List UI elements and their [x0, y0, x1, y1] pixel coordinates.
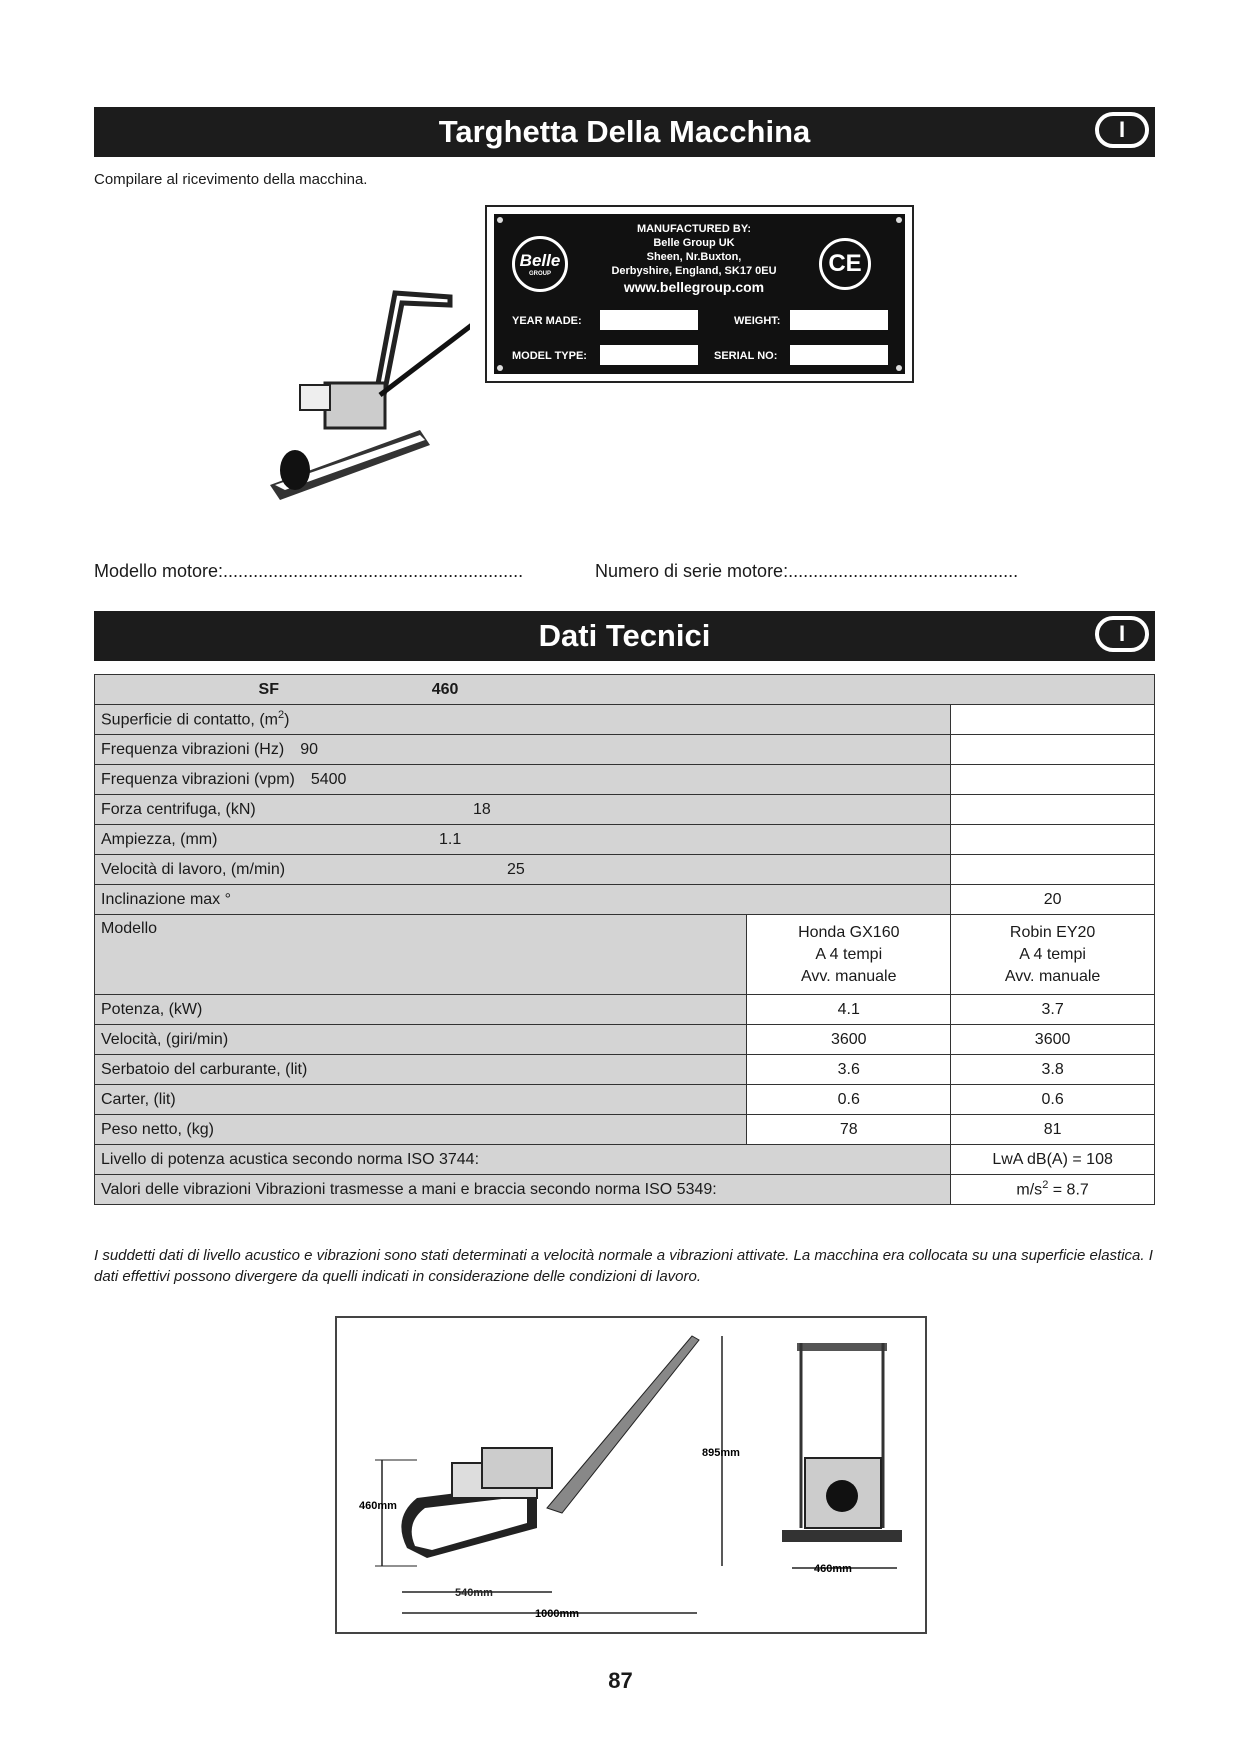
- dim-plate-length: 540mm: [455, 1587, 493, 1599]
- dim-height-plate: 460mm: [359, 1500, 397, 1512]
- ce-mark-icon: CE: [819, 238, 871, 290]
- serial-no-box[interactable]: [790, 345, 888, 365]
- table-header-row: [95, 675, 1155, 705]
- model-type-label: MODEL TYPE:: [512, 350, 587, 362]
- section-header-machine-plate: [94, 107, 1155, 157]
- table-row: Frequenza vibrazioni (Hz) 90: [95, 735, 1155, 765]
- page-number: 87: [608, 1668, 633, 1693]
- footnote: I suddetti dati di livello acustico e vibrazioni sono stati determinati a velocità normale a vibrazioni attivate. La macchina era collocata su una superficie elastica. I dati effettivi possono divergere da quelli indicati in considerazione delle condizioni di lavoro.: [94, 1247, 1153, 1285]
- weight-box[interactable]: [790, 310, 888, 330]
- rivet-icon: [896, 217, 902, 223]
- language-badge: I: [1095, 112, 1149, 148]
- technical-data-table: [94, 674, 1155, 1205]
- model-series-label: SF: [258, 680, 279, 698]
- dimensions-figure: [335, 1316, 927, 1634]
- table-row: Serbatoio del carburante, (lit) 3.6 3.8: [95, 1055, 1155, 1085]
- table-row-vibration: Valori delle vibrazioni Vibrazioni trasmesse a mani e braccia secondo norma ISO 5349: $m/s^2 = 8.7$: [95, 1175, 1155, 1205]
- manufacturer-info: MANUFACTURED BY: Belle Group UK Sheen, Nr.Buxton, Derbyshire, England, SK17 0EU www.bellegroup.com: [611, 223, 777, 295]
- model-number-label: 460: [431, 680, 459, 698]
- section-header-technical-data: [94, 611, 1155, 661]
- intro-text: Compilare al ricevimento della macchina.: [94, 171, 368, 188]
- section-title: Targhetta Della Macchina: [438, 114, 811, 149]
- serial-no-label: SERIAL NO:: [714, 350, 778, 362]
- year-made-box[interactable]: [600, 310, 698, 330]
- table-row-modello: Modello Honda GX160 A 4 tempi Avv. manuale Robin EY20 A 4 tempi Avv. manuale: [95, 915, 1155, 995]
- model-type-box[interactable]: [600, 345, 698, 365]
- engine-model-field[interactable]: Modello motore:............................................................: [94, 561, 524, 581]
- table-row: Ampiezza, (mm) 1.1: [95, 825, 1155, 855]
- table-row: Superficie di contatto, $(m^2)$: [95, 705, 1155, 735]
- table-row: Velocità di lavoro, (m/min) 25: [95, 855, 1155, 885]
- rivet-icon: [497, 217, 503, 223]
- table-cell-value: [951, 705, 1155, 735]
- dim-total-length: 1000mm: [535, 1608, 580, 1620]
- dim-height-total: 895mm: [702, 1447, 740, 1459]
- table-row: Velocità, (giri/min) 3600 3600: [95, 1025, 1155, 1055]
- table-row: Peso netto, (kg) 78 81: [95, 1115, 1155, 1145]
- table-row: Frequenza vibrazioni (vpm) 5400: [95, 765, 1155, 795]
- table-row-sound: Livello di potenza acustica secondo norma ISO 3744: LwA dB(A) = 108: [95, 1145, 1155, 1175]
- rivet-icon: [896, 365, 902, 371]
- plate-compactor-illustration: [270, 285, 470, 515]
- rivet-icon: [497, 365, 503, 371]
- belle-logo: Belle GROUP: [512, 236, 568, 292]
- section-title: Dati Tecnici: [538, 618, 711, 653]
- machine-data-plate: [485, 205, 914, 383]
- table-row: Potenza, (kW) 4.1 3.7: [95, 995, 1155, 1025]
- table-row: Forza centrifuga, (kN) 18: [95, 795, 1155, 825]
- language-badge: I: [1095, 616, 1149, 652]
- table-row: Inclinazione max ° 20: [95, 885, 1155, 915]
- table-row: Carter, (lit) 0.6 0.6: [95, 1085, 1155, 1115]
- dim-width: 460mm: [814, 1563, 852, 1575]
- table-cell-value: 20: [951, 885, 1155, 915]
- weight-label: WEIGHT:: [734, 315, 781, 327]
- engine-serial-field[interactable]: Numero di serie motore:..............................................: [595, 561, 1019, 581]
- year-made-label: YEAR MADE:: [512, 315, 582, 327]
